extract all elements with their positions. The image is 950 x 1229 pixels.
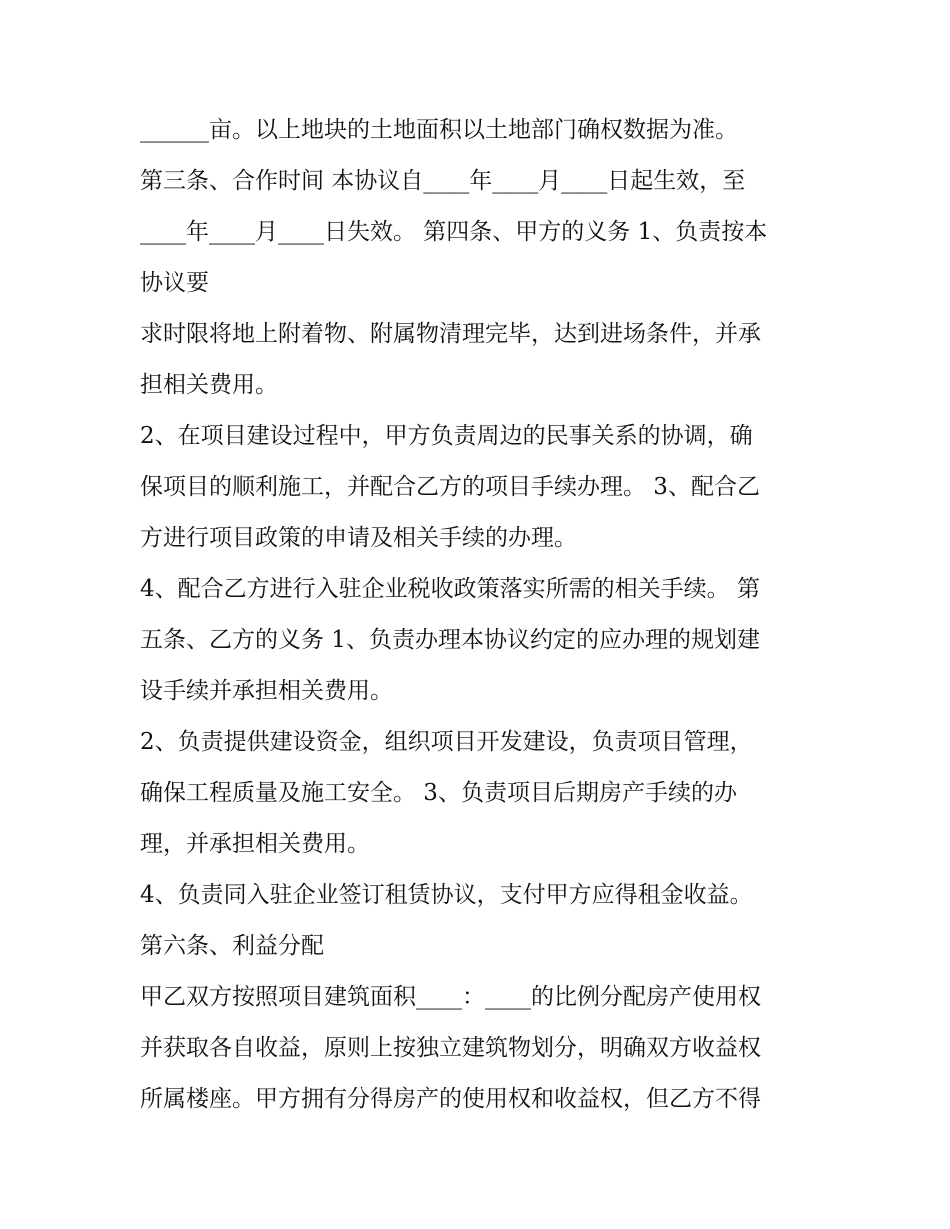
text-line: 第六条、利益分配 xyxy=(140,933,324,959)
text-line: 第三条、合作时间 本协议自____年____月____日起生效，至 xyxy=(140,168,746,194)
text-line: 4、负责同入驻企业签订租赁协议，支付甲方应得租金收益。 xyxy=(140,882,753,908)
text-line: 确保工程质量及施工安全。 3、负责项目后期房产手续的办 xyxy=(140,780,737,806)
text-line: 4、配合乙方进行入驻企业税收政策落实所需的相关手续。 第 xyxy=(140,576,760,602)
document-body xyxy=(140,105,820,1125)
text-line: 理，并承担相关费用。 xyxy=(140,831,370,857)
text-line: 方进行项目政策的申请及相关手续的办理。 xyxy=(140,525,577,551)
text-line: 担相关费用。 xyxy=(140,372,278,398)
text-line: 协议要 xyxy=(140,270,209,296)
text-line: ____年____月____日失效。 第四条、甲方的义务 1、负责按本 xyxy=(140,219,768,245)
text-line: 2、在项目建设过程中，甲方负责周边的民事关系的协调，确 xyxy=(140,423,753,449)
text-line: 保项目的顺利施工，并配合乙方的项目手续办理。 3、配合乙 xyxy=(140,474,760,500)
text-line: 所属楼座。甲方拥有分得房产的使用权和收益权，但乙方不得 xyxy=(140,1086,761,1112)
text-line: 甲乙双方按照项目建筑面积____：____的比例分配房产使用权 xyxy=(140,984,761,1010)
text-line: 五条、乙方的义务 1、负责办理本协议约定的应办理的规划建 xyxy=(140,627,760,653)
text-line: 设手续并承担相关费用。 xyxy=(140,678,393,704)
text-line: 并获取各自收益，原则上按独立建筑物划分，明确双方收益权 xyxy=(140,1035,761,1061)
text-line: 2、负责提供建设资金，组织项目开发建设，负责项目管理， xyxy=(140,729,753,755)
text-line: 求时限将地上附着物、附属物清理完毕，达到进场条件，并承 xyxy=(140,321,761,347)
text-line: ______亩。以上地块的土地面积以土地部门确权数据为准。 xyxy=(140,117,738,143)
